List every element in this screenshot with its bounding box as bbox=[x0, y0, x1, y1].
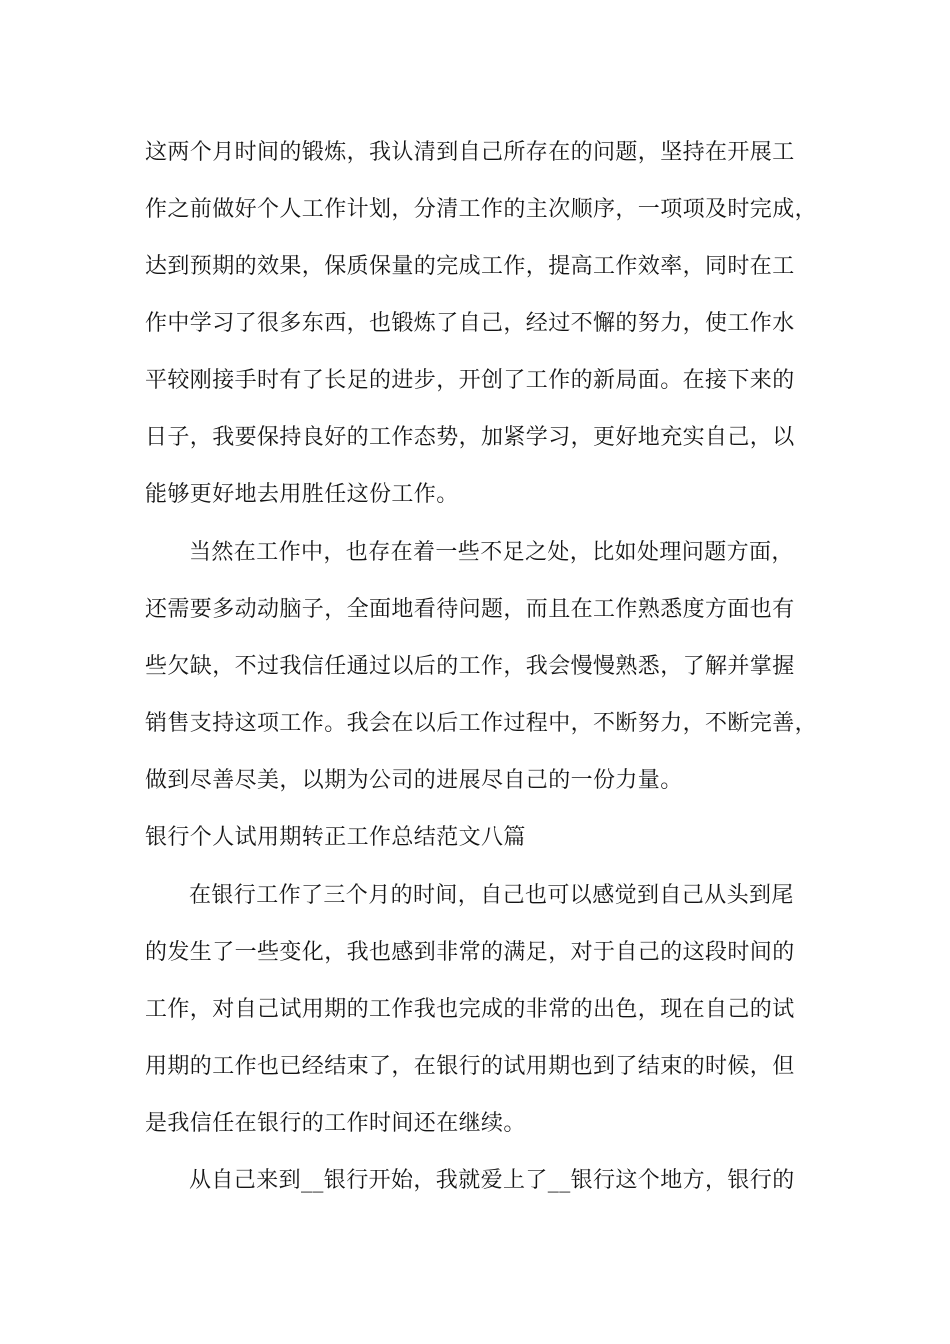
paragraph-2-line-3: 些欠缺，不过我信任通过以后的工作，我会慢慢熟悉，了解并掌握 bbox=[145, 654, 795, 679]
paragraph-2-line-4: 销售支持这项工作。我会在以后工作过程中，不断努力，不断完善， bbox=[145, 711, 818, 736]
paragraph-3-line-1: 在银行工作了三个月的时间，自己也可以感觉到自己从头到尾 bbox=[189, 883, 794, 908]
paragraph-1-line-2: 作之前做好个人工作计划，分清工作的主次顺序，一项项及时完成， bbox=[145, 197, 818, 222]
section-heading: 银行个人试用期转正工作总结范文八篇 bbox=[145, 825, 526, 850]
paragraph-1-line-7: 能够更好地去用胜任这份工作。 bbox=[145, 482, 459, 507]
paragraph-3-line-4: 用期的工作也已经结束了，在银行的试用期也到了结束的时候，但 bbox=[145, 1054, 795, 1079]
paragraph-1-line-3: 达到预期的效果，保质保量的完成工作，提高工作效率，同时在工 bbox=[145, 254, 795, 279]
paragraph-1-line-5: 平较刚接手时有了长足的进步，开创了工作的新局面。在接下来的 bbox=[145, 368, 795, 393]
paragraph-2-line-5: 做到尽善尽美，以期为公司的进展尽自己的一份力量。 bbox=[145, 768, 683, 793]
paragraph-1-line-1: 这两个月时间的锻炼，我认清到自己所存在的问题，坚持在开展工 bbox=[145, 140, 795, 165]
paragraph-3-line-2: 的发生了一些变化，我也感到非常的满足，对于自己的这段时间的 bbox=[145, 940, 795, 965]
paragraph-1-line-6: 日子，我要保持良好的工作态势，加紧学习，更好地充实自己，以 bbox=[145, 425, 795, 450]
paragraph-2-line-1: 当然在工作中，也存在着一些不足之处，比如处理问题方面， bbox=[189, 540, 794, 565]
paragraph-1-line-4: 作中学习了很多东西，也锻炼了自己，经过不懈的努力，使工作水 bbox=[145, 311, 795, 336]
paragraph-3-line-3: 工作，对自己试用期的工作我也完成的非常的出色，现在自己的试 bbox=[145, 997, 795, 1022]
paragraph-4-line-1: 从自己来到__银行开始，我就爱上了__银行这个地方，银行的 bbox=[189, 1168, 795, 1193]
paragraph-2-line-2: 还需要多动动脑子，全面地看待问题，而且在工作熟悉度方面也有 bbox=[145, 597, 795, 622]
paragraph-3-line-5: 是我信任在银行的工作时间还在继续。 bbox=[145, 1111, 526, 1136]
